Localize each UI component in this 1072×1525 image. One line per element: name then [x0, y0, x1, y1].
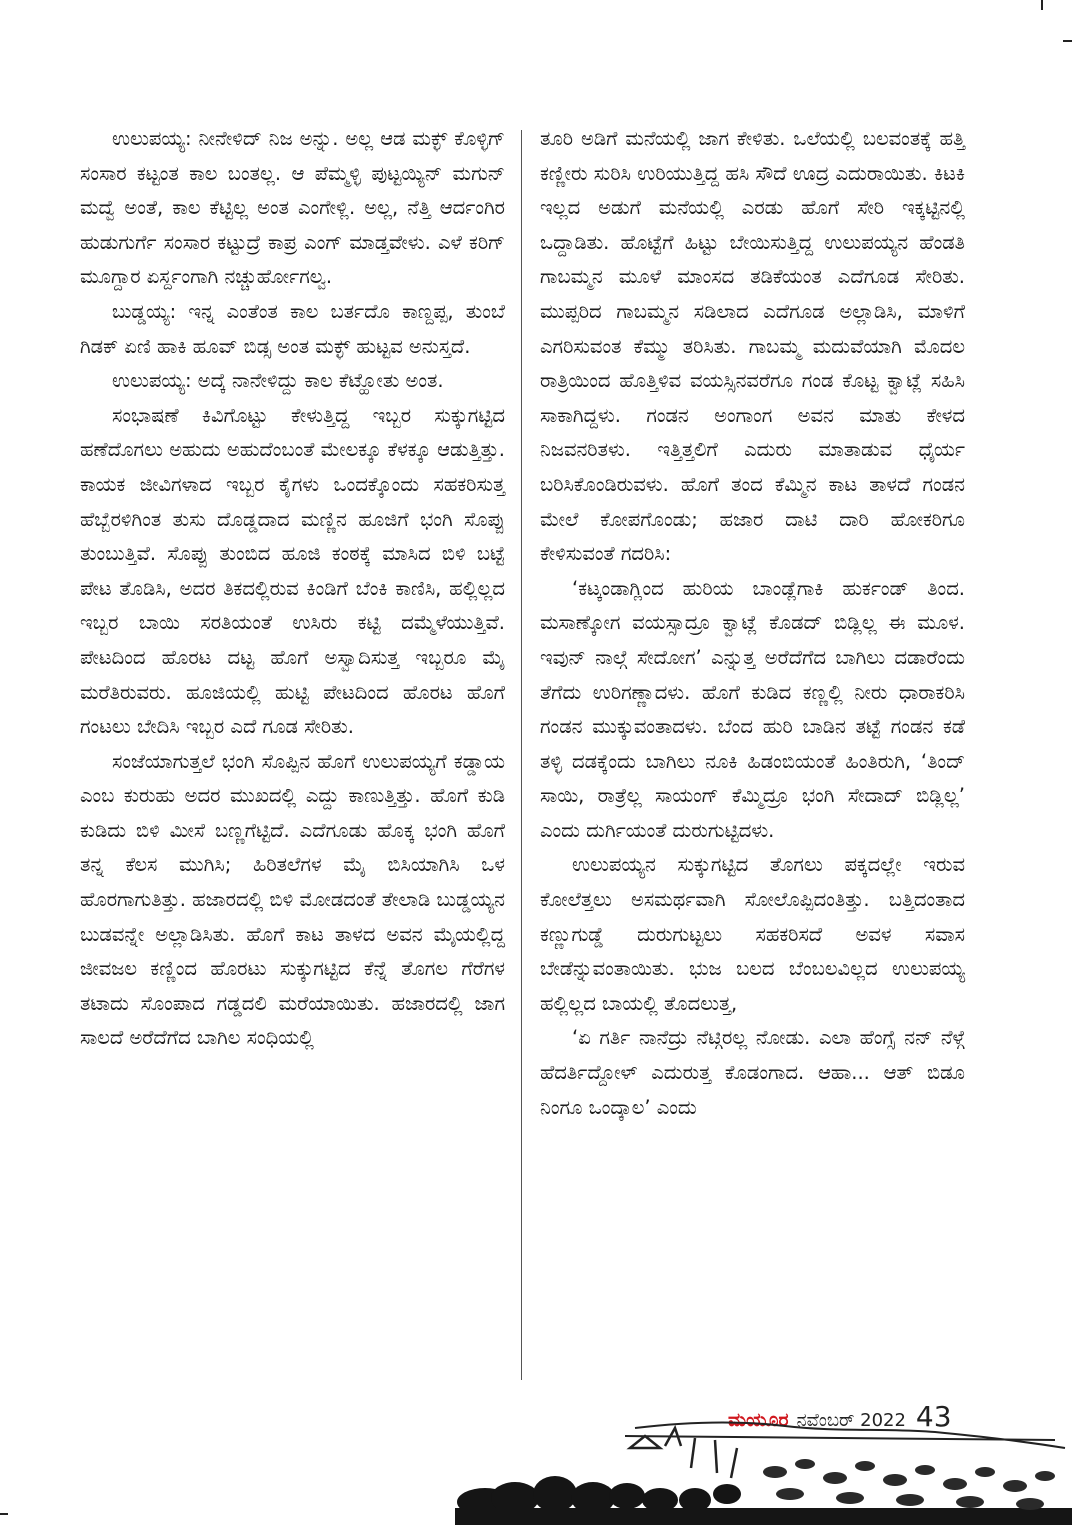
crop-mark-top [1041, 0, 1043, 10]
left-column [80, 122, 505, 1056]
paragraph: ಬುಡ್ಡಯ್ಯ: ಇನ್ನ ಎಂತೆಂತ ಕಾಲ ಬರ್ತದೊ ಕಾಣ್ದಪ್ಪ, ತುಂಬೆ ಗಿಡಕ್ ಏಣಿ ಹಾಕಿ ಹೂವ್ ಬಿಡ್ಸ ಅಂತ ಮಕ್ಳ್ ಹುಟ್ಟವ ಅನುಸ್ತದೆ. [80, 299, 505, 358]
footer-illustration [455, 1418, 1072, 1525]
issue-date: ನವೆಂಬರ್ 2022 [796, 1410, 906, 1431]
paragraph: ಸಂಜೆಯಾಗುತ್ತಲೆ ಭಂಗಿ ಸೊಪ್ಪಿನ ಹೊಗೆ ಉಲುಪಯ್ಯಗೆ ಕಡ್ಡಾಯ ಎಂಬ ಕುರುಹು ಅದರ ಮುಖದಲ್ಲಿ ಎದ್ದು ಕಾಣುತ್ತಿತ್ತು. ಹೊಗೆ ಕುಡಿ ಕುಡಿದು ಬಿಳಿ ಮೀಸೆ ಬಣ್ಣಗೆಟ್ಟಿದೆ. ಎದೆಗೂಡು ಹೊಕ್ಕ ಭಂಗಿ ಹೊಗೆ ತನ್ನ ಕೆಲಸ ಮುಗಿಸಿ; ಹಿರಿತಲೆಗಳ ಮೈ ಬಿಸಿಯಾಗಿಸಿ ಒಳ ಹೊರಗಾಗುತಿತ್ತು. ಹಜಾರದಲ್ಲಿ ಬಿಳಿ ಮೋಡದಂತೆ ತೇಲಾಡಿ ಬುಡ್ಡಯ್ಯನ ಬುಡವನ್ನೇ ಅಲ್ಲಾಡಿಸಿತು. ಹೊಗೆ ಕಾಟ ತಾಳದ ಅವನ ಮೈಯಲ್ಲಿದ್ದ ಜೀವಜಲ ಕಣ್ಣಿಂದ ಹೊರಟು ಸುಕ್ಕುಗಟ್ಟಿದ ಕೆನ್ನೆ ತೊಗಲ ಗೆರೆಗಳ ತಟಾದು ಸೊಂಪಾದ ಗಡ್ಡದಲಿ ಮರೆಯಾಯಿತು. ಹಜಾರದಲ್ಲಿ ಜಾಗ ಸಾಲದೆ ಅರೆದೆಗೆದ ಬಾಗಿಲ ಸಂಧಿಯಲ್ಲಿ [80, 749, 505, 1050]
crop-mark-right [1063, 40, 1072, 42]
paragraph: ಉಲುಪಯ್ಯನ ಸುಕ್ಕುಗಟ್ಟಿದ ತೊಗಲು ಪಕ್ಕದಲ್ಲೇ ಇರುವ ಕೋಲೆತ್ತಲು ಅಸಮರ್ಥವಾಗಿ ಸೋಲೊಪ್ಪಿದಂತಿತ್ತು. ಬತ್ತಿದಂತಾದ ಕಣ್ಣುಗುಡ್ಡೆ ದುರುಗುಟ್ಟಲು ಸಹಕರಿಸದೆ ಅವಳ ಸವಾಸ ಬೇಡೆನ್ನುವಂತಾಯಿತು. ಭುಜ ಬಲದ ಬೆಂಬಲವಿಲ್ಲದ ಉಲುಪಯ್ಯ ಹಲ್ಲಿಲ್ಲದ ಬಾಯಲ್ಲಿ ತೊದಲುತ್ತ, [540, 853, 965, 1015]
page-number: 43 [915, 1400, 952, 1433]
paragraph: ಉಲುಪಯ್ಯ: ಅದ್ಕೆ ನಾನೇಳಿದ್ದು ಕಾಲ ಕೆಟ್ಹೋತು ಅಂತ. [112, 369, 444, 393]
paragraph: ತೂರಿ ಅಡಿಗೆ ಮನೆಯಲ್ಲಿ ಜಾಗ ಕೇಳಿತು. ಒಲೆಯಲ್ಲಿ ಬಲವಂತಕ್ಕೆ ಹತ್ತಿ ಕಣ್ಣೀರು ಸುರಿಸಿ ಉರಿಯುತ್ತಿದ್ದ ಹಸಿ ಸೌದೆ ಊದ್ರ ಎದುರಾಯಿತು. ಕಿಟಕಿ ಇಲ್ಲದ ಅಡುಗೆ ಮನೆಯಲ್ಲಿ ಎರಡು ಹೊಗೆ ಸೇರಿ ಇಕ್ಕಟ್ಟಿನಲ್ಲಿ ಒದ್ದಾಡಿತು. ಹೊಟ್ಟೆಗೆ ಹಿಟ್ಟು ಬೇಯಿಸುತ್ತಿದ್ದ ಉಲುಪಯ್ಯನ ಹೆಂಡತಿ ಗಾಬಮ್ಮನ ಮೂಳೆ ಮಾಂಸದ ತಡಿಕೆಯಂತ ಎದೆಗೂಡ ಸೇರಿತು. ಮುಪ್ಪರಿದ ಗಾಬಮ್ಮನ ಸಡಿಲಾದ ಎದೆಗೂಡ ಅಲ್ಲಾಡಿಸಿ, ಮಾಳಿಗೆ ಎಗರಿಸುವಂತ ಕೆಮ್ಮು ತರಿಸಿತು. ಗಾಬಮ್ಮ ಮದುವೆಯಾಗಿ ಮೊದಲ ರಾತ್ರಿಯಿಂದ ಹೊತ್ತಿಳಿವ ವಯಸ್ಸಿನವರೆಗೂ ಗಂಡ ಕೊಟ್ಟ ಕ್ವಾಟ್ಲೆ ಸಹಿಸಿ ಸಾಕಾಗಿದ್ದಳು. ಗಂಡನ ಅಂಗಾಂಗ ಅವನ ಮಾತು ಕೇಳದ ನಿಜವನರಿತಳು. ಇತ್ತಿತ್ತಲಿಗೆ ಎದುರು ಮಾತಾಡುವ ಧೈರ್ಯ ಬರಿಸಿಕೊಂಡಿರುವಳು. ಹೊಗೆ ತಂದ ಕೆಮ್ಮಿನ ಕಾಟ ತಾಳದೆ ಗಂಡನ ಮೇಲೆ ಕೋಪಗೊಂಡು; ಹಜಾರ ದಾಟಿ ದಾರಿ ಹೋಕರಿಗೂ ಕೇಳಿಸುವಂತೆ ಗದರಿಸಿ: [540, 127, 965, 566]
paragraph: ಸಂಭಾಷಣೆ ಕಿವಿಗೊಟ್ಟು ಕೇಳುತ್ತಿದ್ದ ಇಬ್ಬರ ಸುಕ್ಕುಗಟ್ಟಿದ ಹಣೆದೊಗಲು ಅಹುದು ಅಹುದೆಂಬಂತೆ ಮೇಲಕ್ಕೂ ಕೆಳಕ್ಕೂ ಆಡುತ್ತಿತ್ತು. ಕಾಯಕ ಜೀವಿಗಳಾದ ಇಬ್ಬರ ಕೈಗಳು ಒಂದಕ್ಕೊಂದು ಸಹಕರಿಸುತ್ತ ಹೆಬ್ಬೆರಳಿಗಿಂತ ತುಸು ದೊಡ್ಡದಾದ ಮಣ್ಣಿನ ಹೂಜಿಗೆ ಭಂಗಿ ಸೊಪ್ಪು ತುಂಬುತ್ತಿವೆ. ಸೊಪ್ಪು ತುಂಬಿದ ಹೂಜಿ ಕಂಠಕ್ಕೆ ಮಾಸಿದ ಬಿಳಿ ಬಟ್ಟೆ ಪೇಟ ತೊಡಿಸಿ, ಅದರ ತಿಕದಲ್ಲಿರುವ ಕಿಂಡಿಗೆ ಬೆಂಕಿ ಕಾಣಿಸಿ, ಹಲ್ಲಿಲ್ಲದ ಇಬ್ಬರ ಬಾಯಿ ಸರತಿಯಂತೆ ಉಸಿರು ಕಟ್ಟಿ ದಮ್ಮೆಳೆಯುತ್ತಿವೆ. ಪೇಟದಿಂದ ಹೊರಟ ದಟ್ಟ ಹೊಗೆ ಅಸ್ವಾದಿಸುತ್ತ ಇಬ್ಬರೂ ಮೈ ಮರೆತಿರುವರು. ಹೂಜಿಯಲ್ಲಿ ಹುಟ್ಟಿ ಪೇಟದಿಂದ ಹೊರಟ ಹೊಗೆ ಗಂಟಲು ಬೇದಿಸಿ ಇಬ್ಬರ ಎದೆ ಗೂಡ ಸೇರಿತು. [80, 403, 505, 739]
paragraph: ‘ಕಟ್ಕಂಡಾಗ್ಲಿಂದ ಹುರಿಯ ಬಾಂಡ್ಲೆಗಾಕಿ ಹುರ್ಕಂಡ್ ತಿಂದ. ಮಸಾಣ್ಕೋಗ ವಯಸ್ಸಾದ್ರೂ ಕ್ವಾಟ್ಲೆ ಕೊಡದ್ ಬಿಡ್ಲಿಲ್ಲ ಈ ಮೂಳ. ಇವುನ್ ನಾಲ್ಗೆ ಸೇದೋಗ’ ಎನ್ನುತ್ತ ಅರೆದೆಗೆದ ಬಾಗಿಲು ದಡಾರೆಂದು ತೆಗೆದು ಉರಿಗಣ್ಣಾದಳು. ಹೊಗೆ ಕುಡಿದ ಕಣ್ಣಲ್ಲಿ ನೀರು ಧಾರಾಕರಿಸಿ ಗಂಡನ ಮುಕ್ಕುವಂತಾದಳು. ಬೆಂದ ಹುರಿ ಬಾಡಿನ ತಟ್ಟೆ ಗಂಡನ ಕಡೆ ತಳ್ಳಿ ದಡಕ್ಕೆಂದು ಬಾಗಿಲು ನೂಕಿ ಹಿಡಂಬಿಯಂತೆ ಹಿಂತಿರುಗಿ, ‘ತಿಂದ್ ಸಾಯಿ, ರಾತ್ರೆಲ್ಲ ಸಾಯಂಗ್ ಕೆಮ್ಮಿದ್ರೂ ಭಂಗಿ ಸೇದಾದ್ ಬಿಡ್ಲಿಲ್ಲ’ ಎಂದು ದುರ್ಗಿಯಂತೆ ದುರುಗುಟ್ಟಿದಳು. [540, 576, 965, 842]
paragraph: ಉಲುಪಯ್ಯ: ನೀನೇಳಿದ್ ನಿಜ ಅನ್ನು. ಅಲ್ಲ ಆಡ ಮಕ್ಳ್ ಕೊಳ್ಳಿಗ್ ಸಂಸಾರ ಕಟ್ಟಂತ ಕಾಲ ಬಂತಲ್ಲ. ಆ ಪೆಮ್ಮಳ್ಳಿ ಪುಟ್ಟಯ್ಯಿನ್ ಮಗುನ್ ಮದ್ವೆ ಅಂತೆ, ಕಾಲ ಕೆಟ್ಟಿಲ್ಲ ಅಂತ ಎಂಗೇಳ್ಲಿ. ಅಲ್ಲ, ನೆತ್ತಿ ಆರ್ದಂಗಿರ ಹುಡುಗುರ್ಗೆ ಸಂಸಾರ ಕಟ್ಟುದ್ರೆ ಕಾಪ್ರ ಎಂಗ್ ಮಾಡ್ತವೇಳು. ಎಳೆ ಕರಿಗ್ ಮೂಗ್ದಾರ ಏರ್ಸ್ದಂಗಾಗಿ ನಚ್ಚುರ್ಹೋಗಲ್ವ. [80, 127, 505, 289]
paragraph: ‘ಏ ಗರ್ತಿ ನಾನೆದ್ರು ನೆಟ್ಗಿರಲ್ಲ ನೋಡು. ಎಲಾ ಹೆಂಗ್ಸೆ ನನ್ ನೆಳ್ಗೆ ಹೆದರ್ತಿದ್ದೋಳ್ ಎದುರುತ್ತ ಕೊಡಂಗಾದ. ಆಹಾ... ಆತ್ ಬಿಡೂ ನಿಂಗೂ ಒಂದ್ಕಾಲ’ ಎಂದು [540, 1026, 965, 1119]
crop-mark-bottom-left [0, 1513, 8, 1515]
right-column [540, 122, 965, 1125]
magazine-name: ಮಯೂರ [728, 1409, 789, 1431]
column-divider [521, 130, 522, 1380]
